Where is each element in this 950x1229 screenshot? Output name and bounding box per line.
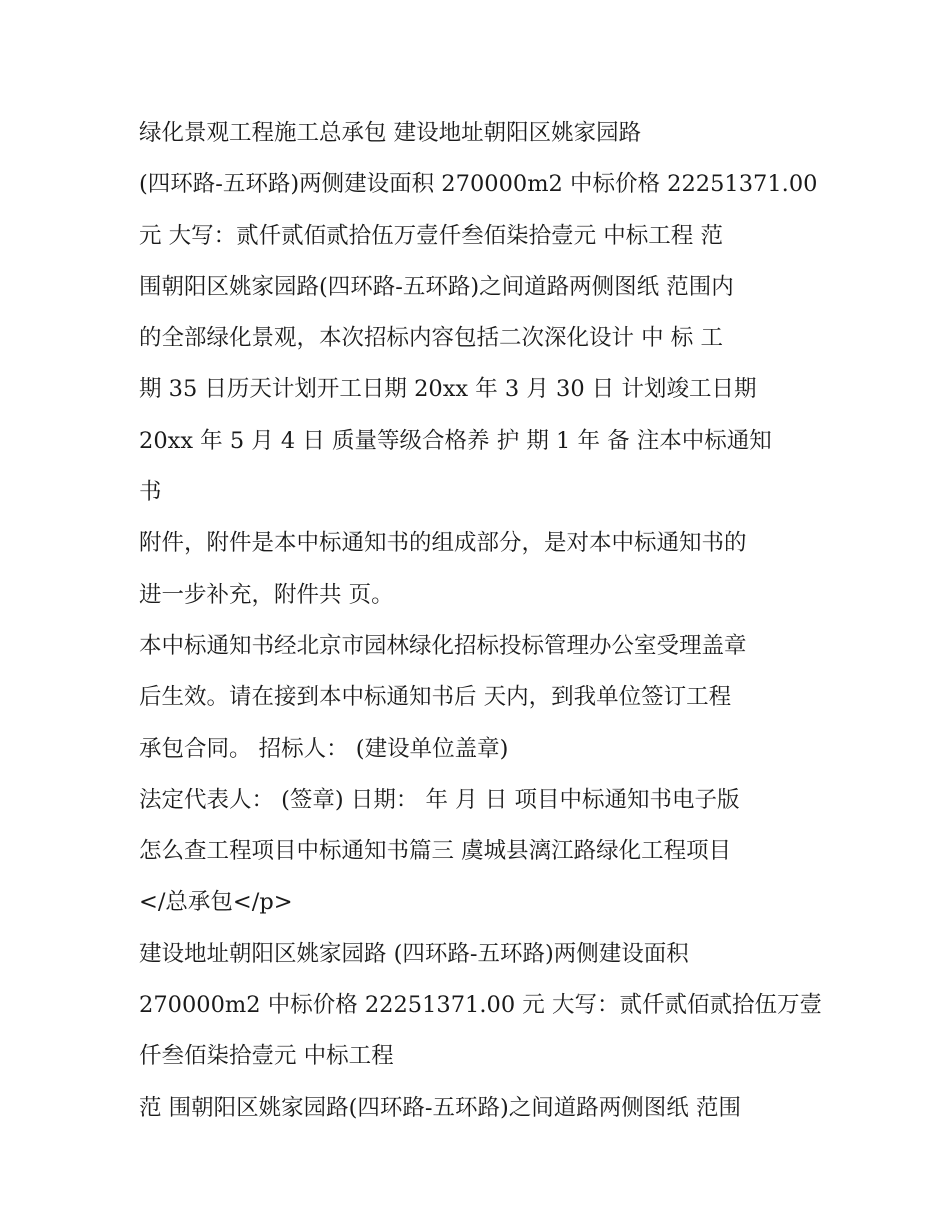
text-line: 法定代表人： (签章) 日期： 年 月 日 项目中标通知书电子版 xyxy=(139,786,740,813)
text-line: 后生效。请在接到本中标通知书后 天内，到我单位签订工程 xyxy=(139,684,732,711)
text-line: 的全部绿化景观，本次招标内容包括二次深化设计 中 标 工 xyxy=(139,325,723,352)
text-line: 范 围朝阳区姚家园路(四环路-五环路)之间道路两侧图纸 范围 xyxy=(139,1094,741,1121)
text-line: </总承包</p> xyxy=(139,889,293,916)
text-line: 围朝阳区姚家园路(四环路-五环路)之间道路两侧图纸 范围内 xyxy=(139,273,734,300)
text-line: 270000m2 中标价格 22251371.00 元 大写：贰仟贰佰贰拾伍万壹 xyxy=(139,992,822,1019)
text-line: 进一步补充，附件共 页。 xyxy=(139,581,394,608)
text-line: 仟叁佰柒拾壹元 中标工程 xyxy=(139,1043,394,1070)
text-line: 期 35 日历天计划开工日期 20xx 年 3 月 30 日 计划竣工日期 xyxy=(139,376,757,403)
text-line: 承包合同。 招标人： (建设单位盖章) xyxy=(139,735,509,762)
text-line: 元 大写：贰仟贰佰贰拾伍万壹仟叁佰柒拾壹元 中标工程 范 xyxy=(139,222,723,249)
text-line: 绿化景观工程施工总承包 建设地址朝阳区姚家园路 xyxy=(139,120,642,146)
text-line: 书 xyxy=(139,479,162,506)
text-line: 20xx 年 5 月 4 日 质量等级合格养 护 期 1 年 备 注本中标通知 xyxy=(139,427,772,454)
text-line: 本中标通知书经北京市园林绿化招标投标管理办公室受理盖章 xyxy=(139,632,747,659)
text-line: 怎么查工程项目中标通知书篇三 虞城县漓江路绿化工程项目 xyxy=(139,838,732,865)
document-body xyxy=(139,108,839,1134)
text-line: 附件，附件是本中标通知书的组成部分，是对本中标通知书的 xyxy=(139,530,747,557)
text-line: 建设地址朝阳区姚家园路 (四环路-五环路)两侧建设面积 xyxy=(139,940,689,967)
text-line: (四环路-五环路)两侧建设面积 270000m2 中标价格 22251371.00 xyxy=(139,171,818,198)
